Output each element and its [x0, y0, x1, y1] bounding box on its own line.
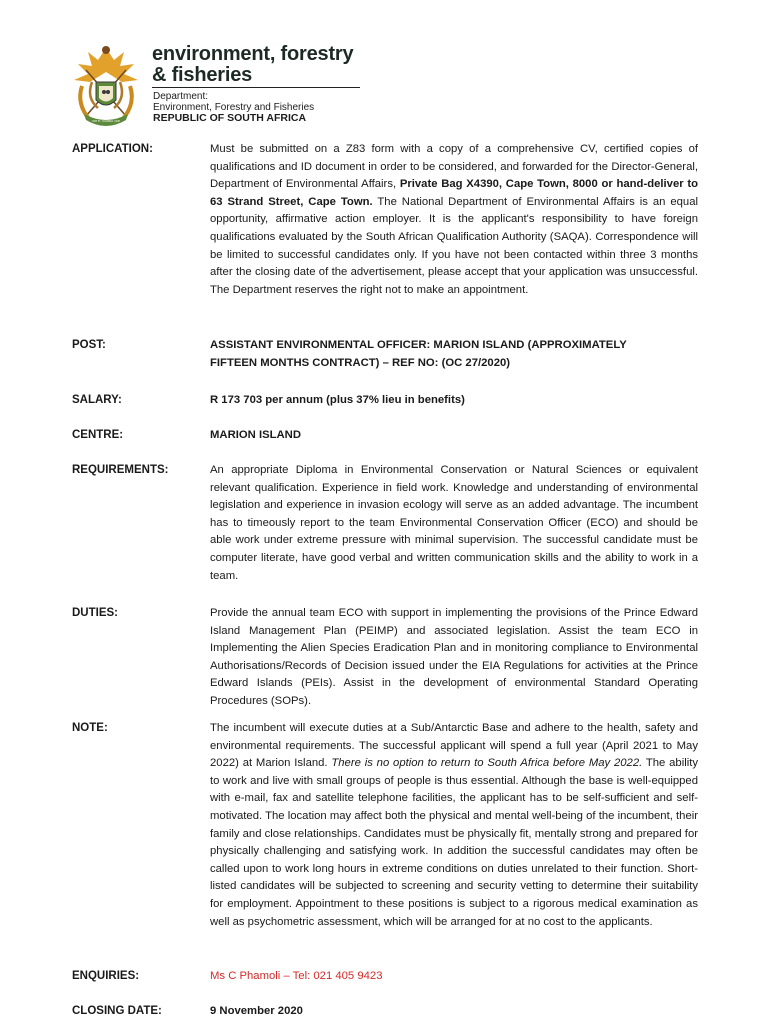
- dept-label: Department:: [153, 91, 209, 102]
- duties-label: DUTIES:: [72, 607, 118, 619]
- post-label: POST:: [72, 339, 106, 351]
- enquiries-value: Ms C Phamoli – Tel: 021 405 9423: [210, 970, 383, 982]
- closing-date-value: 9 November 2020: [210, 1005, 303, 1017]
- note-text-part1: The incumbent will execute duties at a Sub/Antarctic Base and adhere to the health, safety and environmental requirements. The successful applicant will spend a full year (April 2021 to May 2022) at Marion Island.: [210, 722, 698, 770]
- salary-value: R 173 703 per annum (plus 37% lieu in benefits): [210, 394, 465, 406]
- crest-motto: !KE E: /XARRA //KE: [92, 119, 120, 123]
- department-title: [152, 44, 353, 86]
- department-subtitle: [153, 91, 314, 124]
- post-title-line-1: ASSISTANT ENVIRONMENTAL OFFICER: MARION ISLAND (APPROXIMATELY: [210, 339, 627, 351]
- note-label: NOTE:: [72, 722, 108, 734]
- note-italic: There is no option to return to South Africa before May 2022.: [331, 757, 643, 770]
- requirements-label: REQUIREMENTS:: [72, 464, 169, 476]
- application-text-part1: Must be submitted on a Z83 form with a copy of a comprehensive CV, certified copies of qualifications and ID document in order to be considered, and forwarded for the Director-General, Department of Environmental Affairs,: [210, 143, 698, 191]
- post-title-line-2: FIFTEEN MONTHS CONTRACT) – REF NO: (OC 27/2020): [210, 356, 511, 369]
- application-text: [210, 141, 698, 299]
- centre-value: MARION ISLAND: [210, 429, 301, 441]
- header-divider: [152, 87, 360, 88]
- country-name: REPUBLIC OF SOUTH AFRICA: [153, 112, 307, 124]
- closing-date-label: CLOSING DATE:: [72, 1005, 162, 1017]
- coat-of-arms-icon: [68, 42, 144, 128]
- application-label: APPLICATION:: [72, 143, 153, 155]
- title-line-2: & fisheries: [152, 64, 253, 86]
- centre-label: CENTRE:: [72, 429, 124, 441]
- note-text: [210, 720, 698, 931]
- duties-text: Provide the annual team ECO with support in implementing the provisions of the Prince Edward Island Management Plan (PEIMP) and associated legislation. Assist the team ECO in Implementing the Alien Species Eradication Plan and in monitoring compliance to Environmental Authorisations/Records of Decision issued under the EIA Regulations for activities at the Prince Edward Islands (PEIs). Assist in the development of environmental Standard Operating Procedures (SOPs).: [210, 607, 698, 707]
- title-line-1: environment, forestry: [152, 43, 354, 65]
- post-title: [210, 337, 698, 372]
- dept-name: Environment, Forestry and Fisheries: [153, 102, 315, 113]
- letterhead: [66, 40, 366, 132]
- enquiries-label: ENQUIRIES:: [72, 970, 140, 982]
- application-text-part2: The National Department of Environmental Affairs is an equal opportunity, affirmative action employer. It is the applicant's responsibility to have foreign qualifications evaluated by the South African Qualification Authority (SAQA). Correspondence will be limited to successful candidates only. If you have not been contacted within three 3 months after the closing date of the advertisement, please accept that your application was unsuccessful. The Department reserves the right not to make an appointment.: [210, 195, 698, 296]
- salary-label: SALARY:: [72, 394, 122, 406]
- application-address: Private Bag X4390, Cape Town, 8000 or hand-deliver to 63 Strand Street, Cape Town.: [210, 178, 698, 208]
- requirements-text: An appropriate Diploma in Environmental Conservation or Natural Sciences or equivalent relevant qualification. Experience in field work. Knowledge and understanding of environmental legislation and experience in invasion ecology will serve as an added advantage. The incumbent has to timeously report to the team Environmental Conservation Officer (ECO) and should be able work under extreme pressure with minimal supervision. The successful candidate must be computer literate, have good verbal and written communication skills and the ability to work in a team.: [210, 464, 698, 582]
- note-text-part2: The ability to work and live with small groups of people is thus essential. Although the base is well-equipped with e-mail, fax and satellite telephone facilities, the applicant has to be self-sufficient and self-motivated. The location may affect both the physical and mental well-being of the incumbent, their family and close relationships. Candidates must be physically fit, mentally strong and prepared for physically challenging and satisfying work. In addition the successful candidates may often be called upon to work long hours in extreme conditions on duties unrelated to their function. Short-listed candidates will be subjected to screening and security vetting to determine their suitability for employment. Appointment to these positions is subject to a rigorous medical examination as well as psychometric assessment, which will be arranged for at no cost to the applicants.: [210, 757, 699, 928]
